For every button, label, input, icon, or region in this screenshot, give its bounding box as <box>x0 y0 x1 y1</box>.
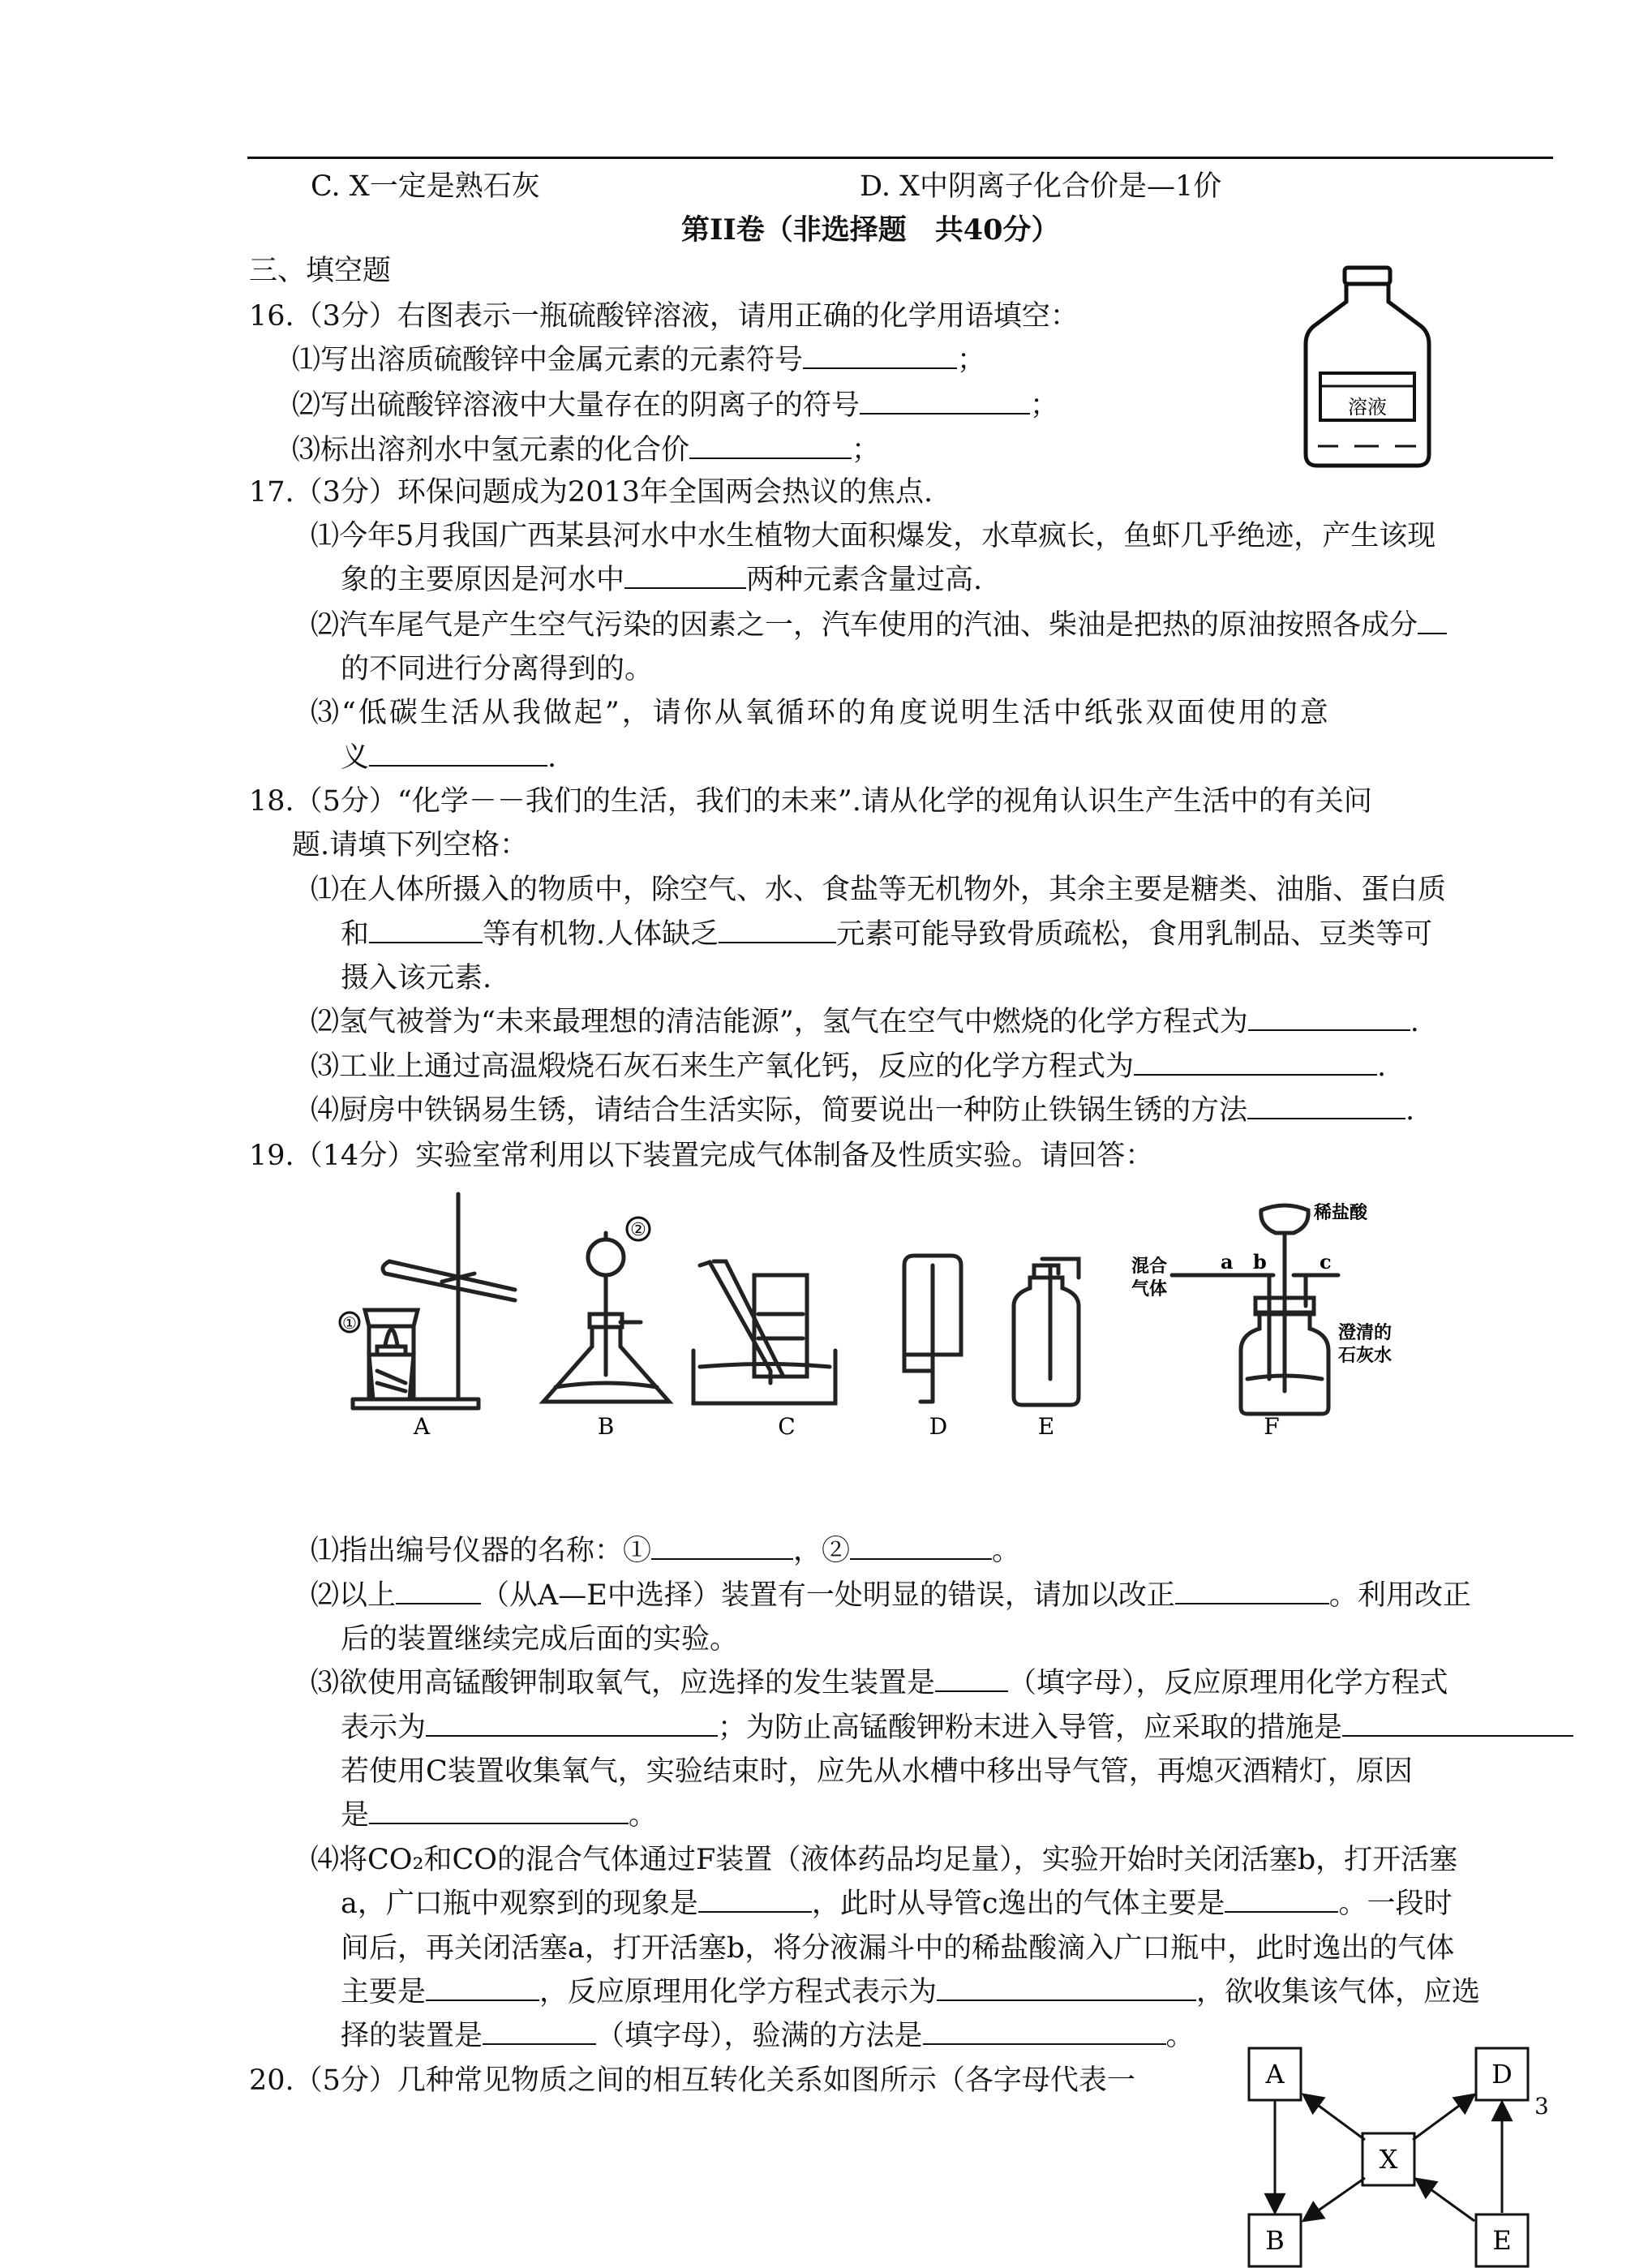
node-e-label: E <box>1492 2225 1512 2256</box>
answer-blank[interactable] <box>1248 1005 1410 1031</box>
q19-sub3-line3: 若使用C装置收集氧气，实验结束时，应先从水槽中移出导气管，再熄灭酒精灯，原因 <box>341 1755 1413 1788</box>
bottle-label-text: 溶液 <box>1348 396 1387 419</box>
apparatus-e <box>1014 1259 1079 1405</box>
answer-blank[interactable] <box>850 1534 992 1560</box>
q18-sub1-line1: ⑴在人体所摄入的物质中，除空气、水、食盐等无机物外，其余主要是糖类、油脂、蛋白质 <box>311 874 1447 906</box>
arrow-e-x <box>1416 2179 1474 2221</box>
reagent-bottle-figure <box>1298 260 1435 475</box>
q19-sub2-mid: （从A—E中选择）装置有一处明显的错误，请加以改正 <box>481 1579 1175 1612</box>
f-label-c: c <box>1320 1250 1332 1274</box>
q18-sub2-text: ⑵氢气被誉为“未来最理想的清洁能源”，氢气在空气中燃烧的化学方程式为 <box>311 1006 1248 1038</box>
header-rule <box>247 157 1553 159</box>
apparatus-label-f: F <box>1264 1413 1280 1440</box>
q19-sub2 <box>311 1578 1471 1613</box>
q19-sub4-line2 <box>341 1886 1453 1922</box>
apparatus-label-d: D <box>929 1413 948 1440</box>
answer-blank[interactable] <box>426 1975 539 2001</box>
arrow-x-d <box>1413 2094 1474 2140</box>
answer-blank[interactable] <box>1225 1887 1338 1913</box>
q19-sub2-text: ⑵以上 <box>311 1579 397 1612</box>
apparatus-c <box>693 1261 835 1403</box>
q19-sub3-line4 <box>341 1798 657 1833</box>
q19-sub4-tail: 。一段时 <box>1338 1888 1453 1920</box>
q16-sub2-text: ⑵写出硫酸锌溶液中大量存在的阴离子的符号 <box>292 389 860 422</box>
q17-sub1-line1: ⑴今年5月我国广西某县河水中水生植物大面积爆发，水草疯长，鱼虾几乎绝迹，产生该现 <box>311 520 1436 552</box>
apparatus-label-a: A <box>413 1413 431 1440</box>
answer-blank[interactable] <box>369 917 483 943</box>
answer-blank[interactable] <box>1342 1711 1573 1737</box>
q17-sub2-line2: 的不同进行分离得到的。 <box>341 653 654 685</box>
answer-blank[interactable] <box>1418 608 1447 634</box>
q19-sub4-gas: ，此时从导管c逸出的气体主要是 <box>811 1888 1225 1920</box>
q17-sub1-text: 象的主要原因是河水中 <box>341 564 625 596</box>
apparatus-figure <box>328 1184 1407 1452</box>
q19-sub3-equation-label: 表示为 <box>341 1712 427 1744</box>
q18-sub3-end: . <box>1377 1050 1387 1083</box>
q19-sub2-line2: 后的装置继续完成后面的实验。 <box>341 1623 739 1656</box>
apparatus-label-c: C <box>778 1413 796 1440</box>
answer-blank[interactable] <box>689 433 852 459</box>
q17-sub3-end: . <box>547 741 557 774</box>
q16-sub2 <box>292 388 1058 423</box>
arrow-x-a <box>1303 2094 1365 2140</box>
q17-sub3-text: 义 <box>341 741 370 774</box>
answer-blank[interactable] <box>719 917 836 943</box>
q19-sub4-line5 <box>341 2018 1195 2054</box>
f-label-b: b <box>1253 1250 1267 1274</box>
q19-sub1-text: ⑴指出编号仪器的名称：① <box>311 1535 652 1567</box>
f-label-limewater-1: 澄清的 <box>1338 1322 1393 1343</box>
answer-blank[interactable] <box>1134 1050 1377 1076</box>
node-d-label: D <box>1491 2059 1513 2090</box>
q19-sub4-main: 主要是 <box>341 1976 427 2008</box>
f-label-limewater-2: 石灰水 <box>1338 1345 1393 1366</box>
marker-2: ② <box>630 1220 646 1240</box>
q19-sub1-mid: ，② <box>793 1535 851 1567</box>
q19-sub1-end: 。 <box>992 1535 1021 1567</box>
answer-blank[interactable] <box>937 1975 1196 2001</box>
q18-stem-line1: 18.（5分）“化学－－我们的生活，我们的未来”.请从化学的视角认识生产生活中的有关问 <box>249 785 1372 818</box>
q18-sub2-end: . <box>1410 1006 1419 1038</box>
answer-blank[interactable] <box>483 2019 596 2045</box>
q16-sub3-text: ⑶标出溶剂水中氢元素的化合价 <box>292 434 690 466</box>
q17-sub2-line1 <box>311 608 1447 643</box>
option-d: D. X中阴离子化合价是—1价 <box>860 170 1222 203</box>
q19-sub2-tail: 。利用改正 <box>1328 1579 1471 1612</box>
answer-blank[interactable] <box>651 1534 793 1560</box>
answer-blank[interactable] <box>396 1579 481 1604</box>
q19-sub4-line4 <box>341 1974 1480 2010</box>
part-heading: 三、填空题 <box>249 255 392 287</box>
q19-sub4-method: （填字母），验满的方法是 <box>596 2020 923 2052</box>
q17-sub1-tail: 两种元素含量过高. <box>746 564 983 596</box>
q19-sub3-line2 <box>341 1710 1573 1746</box>
page-number: 3 <box>1534 2093 1549 2120</box>
q19-sub3-text: ⑶欲使用高锰酸钾制取氧气，应选择的发生装置是 <box>311 1667 936 1699</box>
bottle-stopper <box>1345 268 1390 284</box>
marker-1: ① <box>342 1313 357 1333</box>
q16-sub1-text: ⑴写出溶质硫酸锌中金属元素的元素符号 <box>292 344 804 376</box>
q17-sub1-line2 <box>341 562 982 598</box>
f-label-mixed-gas-2: 气体 <box>1131 1278 1168 1299</box>
f-label-acid: 稀盐酸 <box>1314 1202 1368 1223</box>
q19-sub3-line1 <box>311 1665 1448 1701</box>
answer-blank[interactable] <box>369 741 547 767</box>
q16-sub1-end: ； <box>957 344 986 376</box>
apparatus-label-b: B <box>597 1413 615 1440</box>
answer-blank[interactable] <box>624 563 746 589</box>
q18-sub4 <box>311 1093 1414 1128</box>
section-title: 第II卷（非选择题 共40分） <box>681 213 1060 247</box>
answer-blank[interactable] <box>698 1887 812 1913</box>
q16-sub3-end: ； <box>852 434 881 466</box>
node-a-label: A <box>1265 2059 1285 2090</box>
q18-sub3-text: ⑶工业上通过高温煅烧石灰石来生产氧化钙，反应的化学方程式为 <box>311 1050 1135 1083</box>
q19-sub4-eq: ，反应原理用化学方程式表示为 <box>539 1976 938 2008</box>
node-b-label: B <box>1265 2225 1285 2256</box>
f-label-a: a <box>1221 1250 1234 1274</box>
apparatus-d <box>904 1256 961 1402</box>
transformation-diagram <box>1245 2044 1545 2268</box>
q19-sub3-end: 。 <box>629 1799 658 1832</box>
node-x-label: X <box>1379 2144 1398 2175</box>
q16-sub1 <box>292 342 985 378</box>
q19-sub4-end: 。 <box>1165 2020 1195 2052</box>
apparatus-a <box>353 1194 515 1408</box>
q18-stem-line2: 题.请填下列空格： <box>292 829 529 861</box>
q19-sub3-measure: ；为防止高锰酸钾粉末进入导管，应采取的措施是 <box>718 1712 1343 1744</box>
q18-sub3 <box>311 1049 1386 1085</box>
q17-sub3-line1: ⑶“低碳生活从我做起”，请你从氧循环的角度说明生活中纸张双面使用的意 <box>311 697 1331 729</box>
q19-sub4-device: 择的装置是 <box>341 2020 483 2052</box>
f-label-mixed-gas-1: 混合 <box>1131 1256 1168 1277</box>
q18-sub1-tail: 元素可能导致骨质疏松，食用乳制品、豆类等可 <box>836 918 1433 951</box>
q20-stem: 20.（5分）几种常见物质之间的相互转化关系如图所示（各字母代表一 <box>249 2064 1135 2097</box>
answer-blank[interactable] <box>1247 1093 1405 1119</box>
q19-sub3-reason: 是 <box>341 1799 370 1832</box>
answer-blank[interactable] <box>935 1666 1008 1692</box>
q18-sub1-mid: 等有机物.人体缺乏 <box>483 918 719 951</box>
q18-sub1-he: 和 <box>341 918 370 951</box>
q17-stem: 17.（3分）环保问题成为2013年全国两会热议的焦点. <box>249 476 933 509</box>
q16-stem: 16.（3分）右图表示一瓶硫酸锌溶液，请用正确的化学用语填空： <box>249 300 1079 333</box>
q19-sub1 <box>311 1533 1020 1569</box>
q17-sub3-line2 <box>341 740 556 775</box>
q18-sub2 <box>311 1004 1419 1040</box>
q19-sub4-line1: ⑷将CO₂和CO的混合气体通过F装置（液体药品均足量），实验开始时关闭活塞b，打开活塞 <box>311 1844 1458 1876</box>
q19-sub3-mid: （填字母），反应原理用化学方程式 <box>1008 1667 1448 1699</box>
q16-sub3 <box>292 432 880 468</box>
answer-blank[interactable] <box>803 343 957 369</box>
apparatus-f <box>1172 1205 1338 1414</box>
answer-blank[interactable] <box>860 389 1030 415</box>
q19-sub4-collect: ，欲收集该气体，应选 <box>1196 1976 1481 2008</box>
q19-stem: 19.（14分）实验室常利用以下装置完成气体制备及性质实验。请回答： <box>249 1140 1154 1172</box>
q16-sub2-end: ； <box>1030 389 1059 422</box>
q18-sub1-line2 <box>341 917 1432 952</box>
apparatus-label-e: E <box>1037 1413 1055 1440</box>
option-c: C. X一定是熟石灰 <box>311 170 540 203</box>
answer-blank[interactable] <box>923 2019 1166 2045</box>
answer-blank[interactable] <box>426 1711 718 1737</box>
q18-sub4-text: ⑷厨房中铁锅易生锈，请结合生活实际，简要说出一种防止铁锅生锈的方法 <box>311 1094 1248 1127</box>
q19-sub4-phenomenon: a，广口瓶中观察到的现象是 <box>341 1888 698 1920</box>
q17-sub2-text: ⑵汽车尾气是产生空气污染的因素之一，汽车使用的汽油、柴油是把热的原油按照各成分 <box>311 609 1418 642</box>
arrow-x-b <box>1303 2178 1365 2221</box>
q18-sub4-end: . <box>1405 1094 1415 1127</box>
answer-blank[interactable] <box>369 1798 629 1824</box>
answer-blank[interactable] <box>1175 1579 1329 1604</box>
apparatus-b <box>543 1233 669 1402</box>
q18-sub1-line3: 摄入该元素. <box>341 962 492 994</box>
q19-sub4-line3: 间后，再关闭活塞a，打开活塞b，将分液漏斗中的稀盐酸滴入广口瓶中，此时逸出的气体 <box>341 1932 1455 1965</box>
